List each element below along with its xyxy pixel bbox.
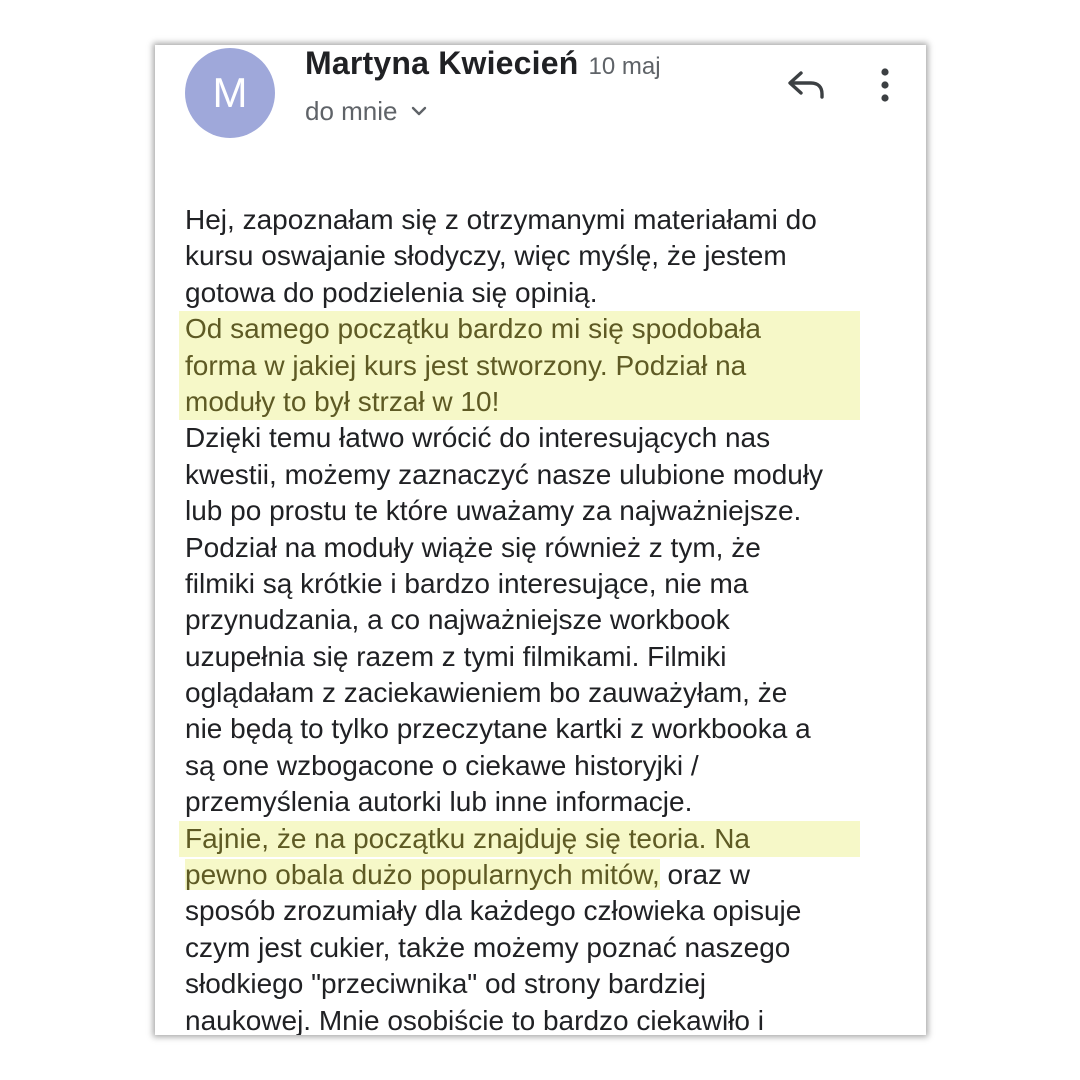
body-line: oglądałam z zaciekawieniem bo zauważyłam, że <box>185 677 788 709</box>
body-line: są one wzbogacone o ciekawe historyjki / <box>185 749 699 781</box>
body-line: nie będą to tylko przeczytane kartki z workbooka a <box>185 713 811 745</box>
highlighted-line: Od samego początku bardzo mi się spodobała <box>179 311 860 347</box>
body-line: filmiki są krótkie i bardzo interesujące, nie ma <box>185 567 749 599</box>
body-line: uzupełnia się razem z tymi filmikami. Filmiki <box>185 640 727 672</box>
body-line: słodkiego "przeciwnika" od strony bardziej <box>185 968 707 1000</box>
body-line: gotowa do podzielenia się opinią. <box>185 276 598 308</box>
message-date: 10 maj <box>588 53 661 80</box>
body-line: Podział na moduły wiąże się również z tym, że <box>185 531 761 563</box>
sender-avatar[interactable] <box>185 48 275 138</box>
body-line: naukowej. Mnie osobiście to bardzo ciekawiło i <box>185 1004 764 1035</box>
body-line: przemyślenia autorki lub inne informacje. <box>185 786 693 818</box>
highlighted-line: forma w jakiej kurs jest stworzony. Podział na <box>179 348 860 384</box>
reply-button[interactable] <box>785 65 829 109</box>
avatar-letter: M <box>212 69 248 116</box>
recipient-toggle[interactable] <box>305 93 428 129</box>
highlighted-line: moduły to był strzał w 10! <box>179 384 860 420</box>
sender-name[interactable]: Martyna Kwiecień <box>305 45 579 81</box>
body-line: Dzięki temu łatwo wrócić do interesujących nas <box>185 422 771 454</box>
recipient-label: do mnie <box>305 95 398 126</box>
vertical-dots-icon <box>879 67 891 108</box>
chevron-down-icon[interactable] <box>410 105 428 117</box>
plain-fragment: oraz w <box>659 859 751 891</box>
more-options-button[interactable] <box>863 65 907 109</box>
body-line: kursu oswajanie słodyczy, więc myślę, że jestem <box>185 240 787 272</box>
body-line: czym jest cukier, także możemy poznać naszego <box>185 931 791 963</box>
reply-arrow-icon <box>787 68 827 107</box>
sender-header <box>305 45 661 85</box>
email-card <box>155 45 926 1035</box>
body-line: lub po prostu te które uważamy za najważniejsze. <box>185 495 802 527</box>
message-body <box>185 202 910 1035</box>
body-line: sposób zrozumiały dla każdego człowieka opisuje <box>185 895 802 927</box>
body-line: Hej, zapoznałam się z otrzymanymi materiałami do <box>185 204 817 235</box>
mixed-line <box>185 857 910 893</box>
body-line: kwestii, możemy zaznaczyć nasze ulubione moduły <box>185 458 824 490</box>
highlighted-fragment: pewno obala dużo popularnych mitów, <box>185 859 660 891</box>
highlighted-line: Fajnie, że na początku znajduję się teoria. Na <box>179 821 860 857</box>
body-line: przynudzania, a co najważniejsze workbook <box>185 604 730 636</box>
